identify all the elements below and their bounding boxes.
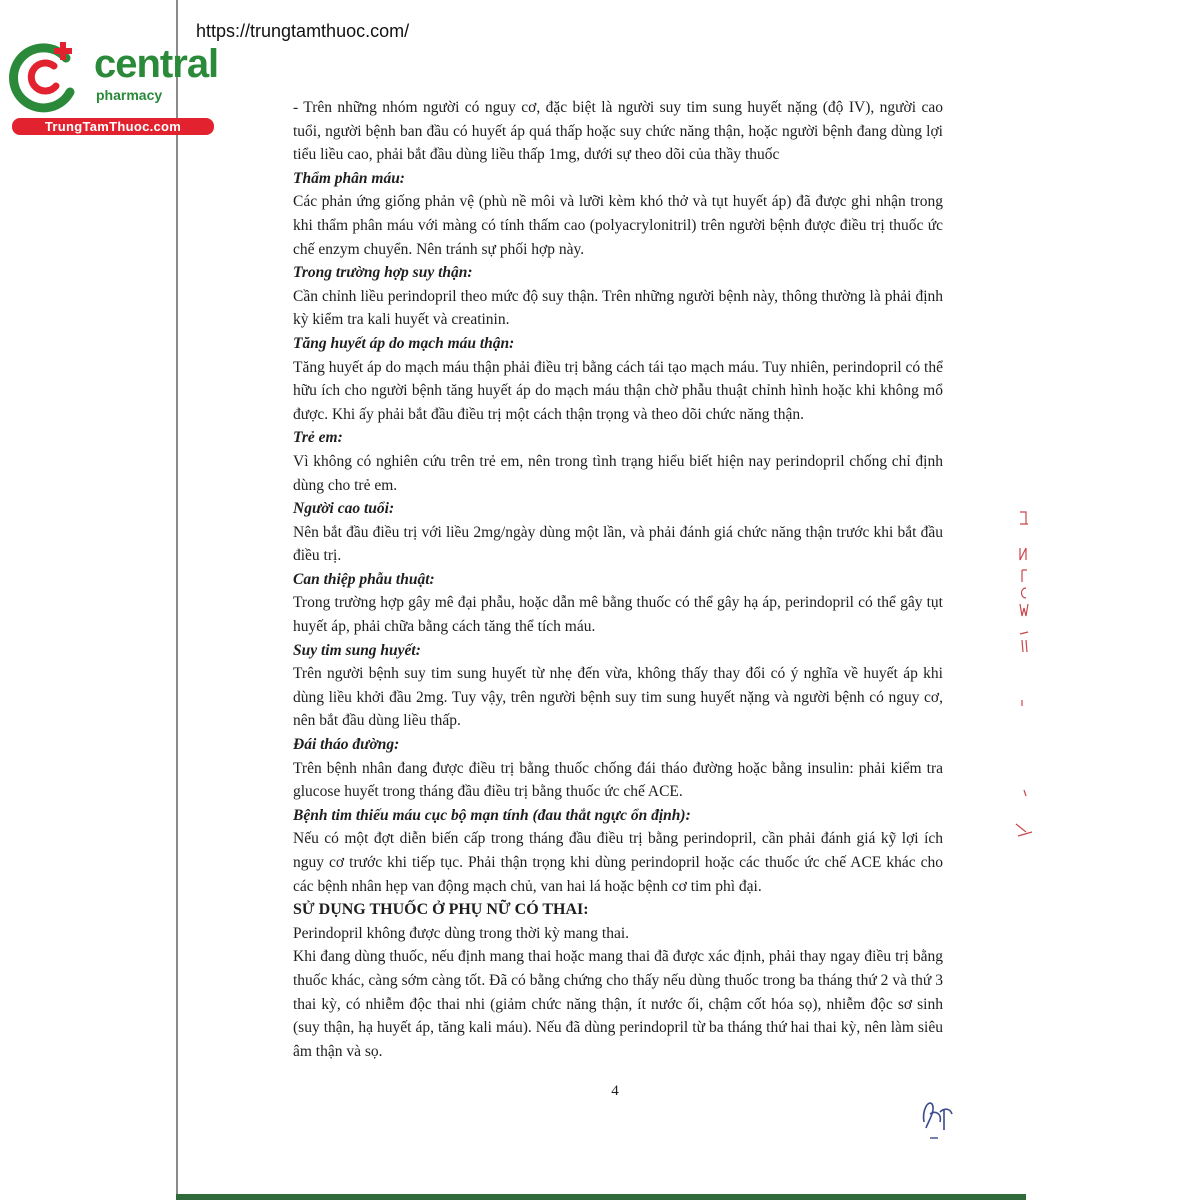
section-heading-elderly: Người cao tuổi: (293, 500, 395, 518)
section-text-surgery: Trong trường hợp gây mê đại phẫu, hoặc dẫn mê bằng thuốc có thể gây hạ áp, perindopril có thể gây tụt huyết áp, phải chữa bằng cách tăng thể tích máu. (293, 594, 943, 636)
section-heading-heart-failure: Suy tim sung huyết: (293, 641, 421, 659)
section-heading-children: Trẻ em: (293, 429, 343, 447)
section-heading-surgery: Can thiệp phẫu thuật: (293, 570, 435, 588)
section-heading-hemodialysis: Thẩm phân máu: (293, 169, 405, 187)
section-heading-renovascular-hypertension: Tăng huyết áp do mạch máu thận: (293, 334, 515, 352)
pregnancy-heading: SỬ DỤNG THUỐC Ở PHỤ NỮ CÓ THAI: (293, 901, 589, 919)
section-text-ischemic-heart-disease: Nếu có một đợt diễn biến cấp trong tháng đầu điều trị bằng perindopril, cần phải đánh giá kỹ lợi ích nguy cơ trước khi tiếp tục. Phải thận trọng khi dùng perindopril hoặc các thuốc ức chế ACE khác cho các bệnh nhân hẹp van động mạch chủ, van hai lá hoặc bệnh cơ tim phì đại. (293, 830, 943, 895)
section-text-renal-failure: Cần chỉnh liều perindopril theo mức độ suy thận. Trên những người bệnh này, thông thường là phải định kỳ kiểm tra kali huyết và creatinin. (293, 287, 943, 329)
document-body (293, 96, 943, 1063)
logo-name: central (94, 42, 219, 86)
intro-paragraph: - Trên những nhóm người có nguy cơ, đặc biệt là người suy tim sung huyết nặng (độ IV), người cao tuổi, người bệnh ban đầu có huyết áp quá thấp hoặc suy chức năng thận, hoặc người bệnh đang dùng lợi tiểu liều cao, phải bắt đầu dùng liều thấp 1mg, dưới sự theo dõi của thầy thuốc (293, 99, 943, 164)
scan-bottom-edge (176, 1194, 1026, 1200)
central-pharmacy-logo[interactable] (8, 36, 220, 136)
section-heading-ischemic-heart-disease: Bệnh tim thiếu máu cục bộ mạn tính (đau thắt ngực ổn định): (293, 806, 691, 824)
section-text-renovascular-hypertension: Tăng huyết áp do mạch máu thận phải điều trị bằng cách tái tạo mạch máu. Tuy nhiên, perindopril có thể hữu ích cho người bệnh tăng huyết áp do mạch máu thận chờ phẫu thuật chỉnh hình hoặc khi không mổ được. Khi ấy phải bắt đầu điều trị một cách thận trọng và theo dõi chức năng thận. (293, 358, 943, 423)
logo-subtitle: pharmacy (96, 87, 163, 103)
section-heading-diabetes: Đái tháo đường: (293, 736, 400, 754)
logo-c-icon (8, 36, 88, 116)
page-number: 4 (611, 1083, 619, 1099)
handwritten-initials (918, 1092, 958, 1142)
section-text-children: Vì không có nghiên cứu trên trẻ em, nên trong tình trạng hiểu biết hiện nay perindopril chống chỉ định dùng cho trẻ em. (293, 452, 943, 494)
section-heading-renal-failure: Trong trường hợp suy thận: (293, 264, 473, 282)
section-text-diabetes: Trên bệnh nhân đang được điều trị bằng thuốc chống đái tháo đường hoặc bằng insulin: phải kiểm tra glucose huyết trong tháng đầu điều trị bằng thuốc ức chế ACE. (293, 759, 943, 801)
section-text-hemodialysis: Các phản ứng giống phản vệ (phù nề môi và lưỡi kèm khó thở và tụt huyết áp) đã được ghi nhận trong khi thẩm phân máu với màng có tính thấm cao (polyacrylonitril) trên người bệnh được điều trị thuốc ức chế enzym chuyển. Nên tránh sự phối hợp này. (293, 193, 943, 258)
pregnancy-paragraph: Khi đang dùng thuốc, nếu định mang thai hoặc mang thai đã được xác định, phải thay ngay điều trị bằng thuốc khác, càng sớm càng tốt. Đã có bằng chứng cho thấy nếu dùng thuốc trong ba tháng thứ 2 và thứ 3 thai kỳ, có nhiễm độc thai nhi (giảm chức năng thận, ít nước ối, chậm cốt hóa sọ), nhiễm độc sơ sinh (suy thận, hạ huyết áp, tăng kali máu). Nếu đã dùng perindopril từ ba tháng thứ hai thai kỳ, nên làm siêu âm thận và sọ. (293, 948, 943, 1060)
scan-left-edge (176, 0, 178, 1200)
section-text-heart-failure: Trên người bệnh suy tim sung huyết từ nhẹ đến vừa, không thấy thay đổi có ý nghĩa về huyết áp khi dùng liều khởi đầu 2mg. Tuy vậy, trên người bệnh suy tim sung huyết nặng và người bệnh có nguy cơ, nên bắt đầu dùng liều thấp. (293, 665, 943, 730)
logo-band: TrungTamThuoc.com (12, 118, 214, 135)
source-url[interactable]: https://trungtamthuoc.com/ (196, 21, 410, 41)
pregnancy-paragraph: Perindopril không được dùng trong thời kỳ mang thai. (293, 924, 630, 942)
stamp-fragment (1012, 500, 1042, 850)
section-text-elderly: Nên bắt đầu điều trị với liều 2mg/ngày dùng một lần, và phải đánh giá chức năng thận trước khi bắt đầu điều trị. (293, 523, 943, 565)
